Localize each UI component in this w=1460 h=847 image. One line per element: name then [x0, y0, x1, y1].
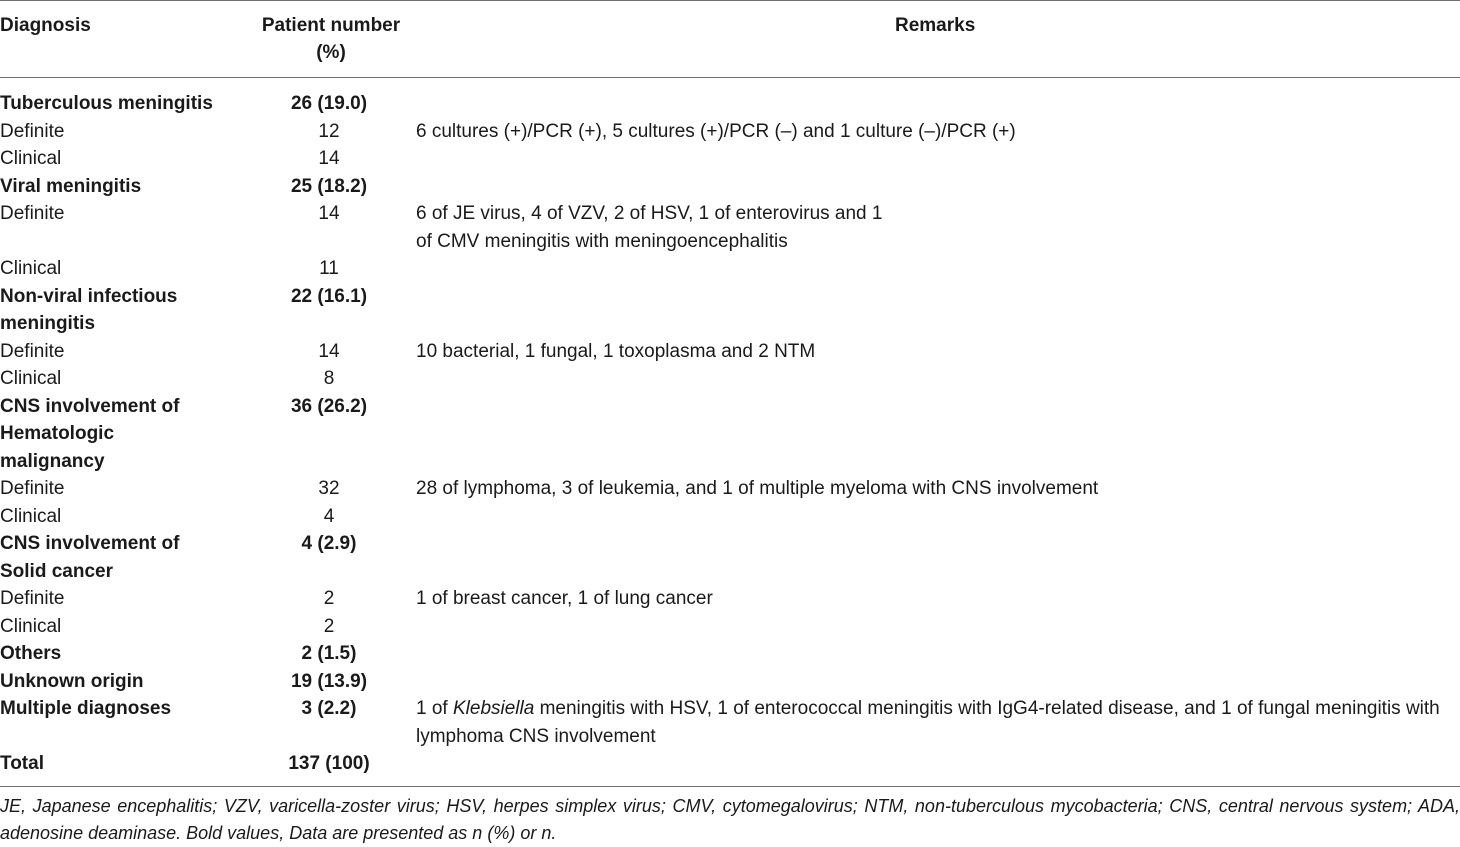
patient-number-cell: 2 (1.5) — [301, 643, 357, 664]
remarks-cell — [416, 530, 1460, 585]
table-row — [0, 613, 1460, 641]
header-patient-number: Patient number (%) — [261, 15, 401, 63]
table-row — [0, 475, 1460, 503]
remarks-cell — [416, 365, 1460, 393]
remarks-cell — [416, 503, 1460, 531]
table-row — [0, 173, 1460, 201]
diagnosis-cell: Definite — [0, 478, 65, 499]
table-row — [0, 750, 1460, 778]
diagnosis-cell: Clinical — [0, 615, 62, 637]
patient-number-cell: 14 — [318, 203, 340, 224]
remarks-text-italic: Klebsiella — [452, 698, 535, 719]
header-diagnosis: Diagnosis — [0, 15, 91, 36]
diagnosis-cell: Definite — [0, 340, 65, 362]
table-row — [0, 668, 1460, 696]
table-footnote: JE, Japanese encephalitis; VZV, varicella-zoster virus; HSV, herpes simplex virus; CMV, cytomegalovirus; NTM, non-tuberculous mycobacteria; CNS, central nervous system; ADA, adenosine deaminase. Bold values, Data are presented as n (%) or n. — [0, 796, 1460, 843]
remarks-text: 6 of JE virus, 4 of VZV, 2 of HSV, 1 of enterovirus and 1 of CMV meningitis with meningoencephalitis — [416, 203, 883, 252]
patient-number-cell: 4 (2.9) — [301, 533, 357, 554]
patient-number-cell: 3 (2.2) — [301, 698, 357, 719]
patient-number-cell: 12 — [318, 120, 340, 142]
patient-number-cell: 14 — [318, 148, 340, 169]
header-remarks: Remarks — [895, 15, 976, 36]
patient-number-cell: 22 (16.1) — [290, 285, 368, 307]
patient-number-cell: 19 (13.9) — [290, 670, 368, 692]
remarks-cell: 10 bacterial, 1 fungal, 1 toxoplasma and 2 NTM — [416, 340, 816, 362]
remarks-text-post: meningitis with HSV, 1 of enterococcal meningitis with IgG4-related disease, and 1 of fungal meningitis with lymphoma CNS involvement — [416, 698, 1440, 747]
remarks-cell — [416, 145, 1460, 173]
table-row — [0, 530, 1460, 585]
diagnosis-cell: Clinical — [0, 148, 62, 169]
remarks-cell — [416, 393, 1460, 476]
table-row — [0, 503, 1460, 531]
diagnosis-cell: Tuberculous meningitis — [0, 93, 213, 114]
remarks-cell: 28 of lymphoma, 3 of leukemia, and 1 of multiple myeloma with CNS involvement — [416, 478, 1099, 499]
remarks-cell — [416, 173, 1460, 201]
diagnosis-cell: Unknown origin — [0, 670, 144, 692]
patient-number-cell: 8 — [323, 368, 335, 389]
diagnosis-cell: Viral meningitis — [0, 175, 142, 197]
diagnosis-cell: Clinical — [0, 505, 62, 527]
table-row — [0, 585, 1460, 613]
remarks-text-pre: 1 of — [416, 698, 453, 719]
bottom-rule — [0, 786, 1460, 787]
remarks-cell — [416, 283, 1460, 338]
remarks-cell: 6 cultures (+)/PCR (+), 5 cultures (+)/PCR (–) and 1 culture (–)/PCR (+) — [416, 120, 1016, 142]
diagnosis-cell: Definite — [0, 588, 65, 609]
table-row — [0, 255, 1460, 283]
remarks-cell — [416, 255, 1460, 283]
remarks-cell — [416, 668, 1460, 696]
table-row — [0, 640, 1460, 668]
table-row — [0, 365, 1460, 393]
diagnosis-cell: Multiple diagnoses — [0, 698, 172, 719]
patient-number-cell: 2 — [323, 615, 335, 637]
patient-number-cell: 36 (26.2) — [290, 395, 368, 417]
diagnosis-cell: Definite — [0, 120, 65, 142]
table-row — [0, 393, 1460, 476]
patient-number-cell: 26 (19.0) — [290, 93, 368, 114]
diagnosis-cell: Others — [0, 643, 62, 664]
patient-number-cell: 25 (18.2) — [290, 175, 368, 197]
remarks-cell — [416, 750, 1460, 778]
table-row — [0, 338, 1460, 366]
table-row — [0, 118, 1460, 146]
diagnosis-cell: Clinical — [0, 368, 62, 389]
remarks-cell — [416, 695, 1460, 750]
diagnosis-cell: Total — [0, 753, 44, 774]
patient-number-cell: 14 — [318, 340, 340, 362]
remarks-cell — [416, 640, 1460, 668]
table-row — [0, 283, 1460, 338]
diagnosis-cell: Clinical — [0, 258, 62, 279]
diagnosis-cell: Definite — [0, 203, 65, 224]
table-row — [0, 200, 1460, 255]
diagnosis-cell: Non-viral infectious meningitis — [0, 285, 178, 334]
remarks-cell — [416, 200, 1460, 255]
remarks-cell: 1 of breast cancer, 1 of lung cancer — [416, 588, 713, 609]
table-row — [0, 145, 1460, 173]
table-row — [0, 695, 1460, 750]
patient-number-cell: 137 (100) — [288, 753, 370, 774]
patient-number-cell: 2 — [323, 588, 335, 609]
diagnosis-cell: CNS involvement of Hematologic malignancy — [0, 395, 180, 472]
remarks-cell — [416, 77, 1460, 118]
header-row — [0, 0, 1460, 77]
patient-number-cell: 32 — [318, 478, 340, 499]
patient-number-cell: 4 — [323, 505, 335, 527]
remarks-cell — [416, 613, 1460, 641]
table-body — [0, 77, 1460, 778]
diagnosis-cell: CNS involvement of Solid cancer — [0, 533, 180, 582]
patient-number-cell: 11 — [319, 258, 339, 279]
table-row — [0, 77, 1460, 118]
